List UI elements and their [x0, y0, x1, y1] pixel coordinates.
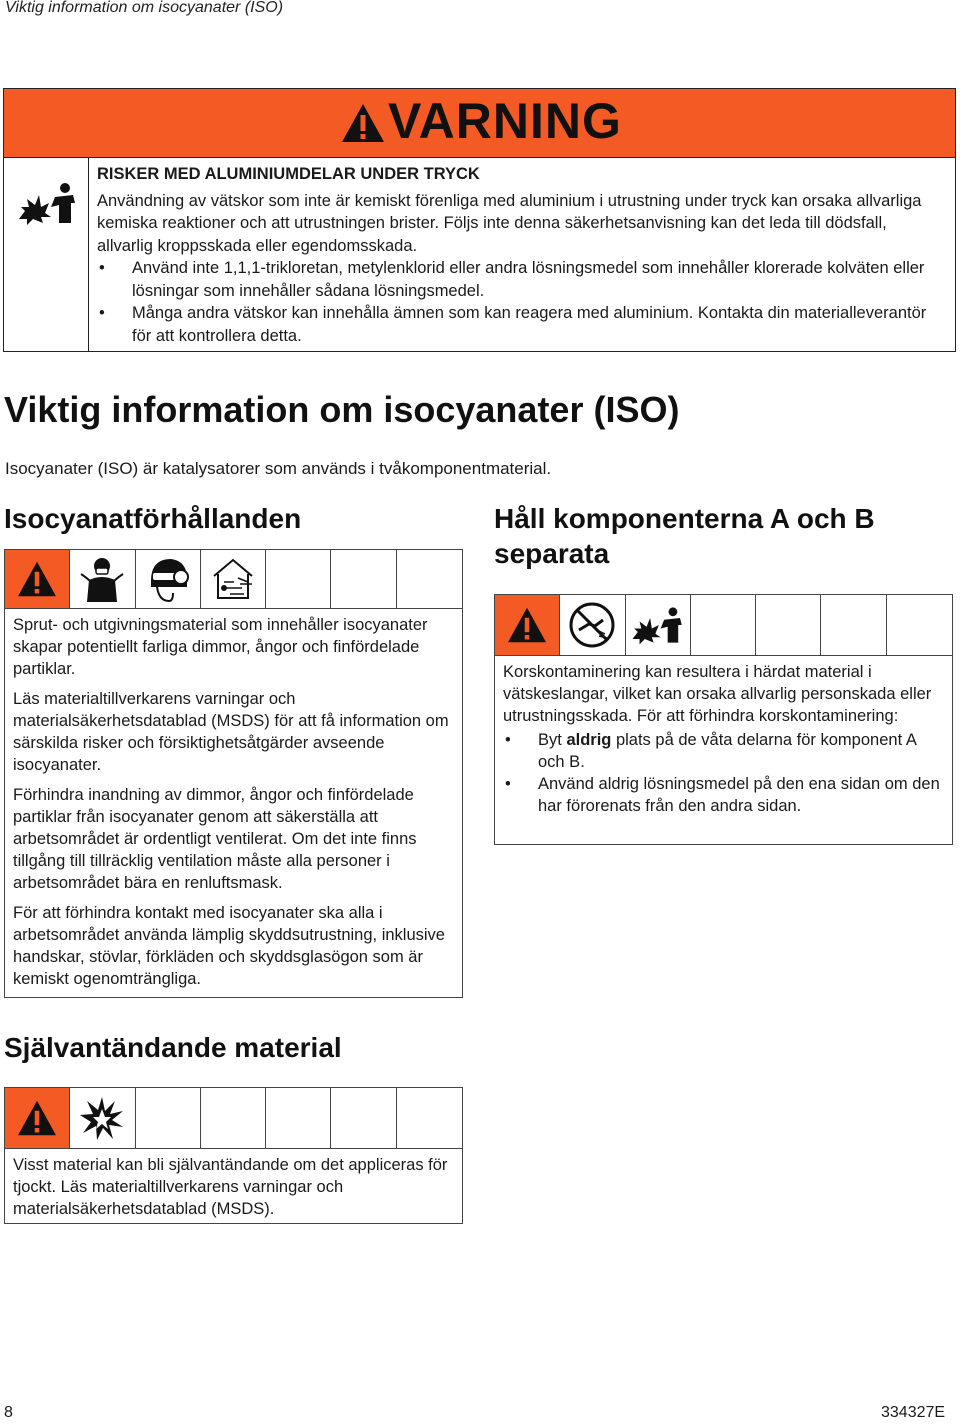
- self-ignite-icon-cell: [397, 1088, 462, 1148]
- self-ignite-icon-cell: [266, 1088, 331, 1148]
- fire-burst-icon: [77, 1093, 127, 1143]
- iso-icon-strip: [4, 549, 463, 609]
- self-ignite-icon-cell: [70, 1088, 135, 1148]
- explosion-person-icon: [629, 603, 687, 647]
- separate-icon-cell: [560, 595, 625, 655]
- iso-heading: Isocyanatförhållanden: [4, 503, 302, 534]
- iso-icon-cell: [5, 550, 70, 608]
- separate-icon-strip: [494, 594, 953, 656]
- separate-icon-cell: [821, 595, 886, 655]
- iso-icon-cell: [266, 550, 331, 608]
- warning-triangle-icon: [506, 606, 548, 644]
- warning-paragraph: Användning av vätskor som inte är kemiskt förenliga med aluminium i utrustning under tryck kan orsaka allvarliga kemiska reaktioner och att utrustningen brister. Följs inte denna säkerhetsanvisning kan det leda till dödsfall, allvarlig kroppsskada eller egendomsskada.: [97, 191, 922, 255]
- document-number: 334327E: [881, 1404, 946, 1421]
- self-ignite-icon-strip: [4, 1087, 463, 1149]
- warning-bullet: • Använd inte 1,1,1-trikloretan, metylenklorid eller andra lösningsmedel som innehåller klorerade kolväten eller lösningar som innehåller sådana lösningsmedel.: [97, 257, 947, 302]
- self-ignite-icon-cell: [331, 1088, 396, 1148]
- page-title: Viktig information om isocyanater (ISO): [4, 389, 680, 430]
- separate-bullet: • Byt aldrig plats på de våta delarna för komponent A och B.: [503, 729, 944, 773]
- separate-heading-line: separata: [494, 538, 610, 569]
- iso-icon-cell: [136, 550, 201, 608]
- separate-heading: [494, 501, 875, 571]
- self-ignite-text-box: [4, 1148, 463, 1224]
- separate-bullet: • Använd aldrig lösningsmedel på den ena sidan om den har förorenats från den andra sidan.: [503, 773, 944, 817]
- warning-triangle-icon: [340, 102, 386, 144]
- warning-heading: RISKER MED ALUMINIUMDELAR UNDER TRYCK: [97, 165, 480, 183]
- warning-content: [97, 163, 947, 347]
- separate-text-box: [494, 655, 953, 845]
- separate-heading-line: Håll komponenterna A och B: [494, 503, 875, 534]
- self-ignite-paragraph: Visst material kan bli självantändande om det appliceras för tjockt. Läs materialtillverkarens varningar och materialsäkerhetsdatablad (MSDS).: [13, 1156, 448, 1218]
- iso-paragraph: Förhindra inandning av dimmor, ångor och finfördelade partiklar från isocyanater genom att säkerställa att arbetsområdet är ordentligt ventilerat. Om det inte finns tillgång till tillräcklig ventilation måste alla personer i arbetsområdet bära en renluftsmask.: [13, 786, 417, 892]
- separate-icon-cell: [495, 595, 560, 655]
- self-ignite-icon-cell: [136, 1088, 201, 1148]
- warning-title: VARNING: [388, 93, 622, 149]
- iso-text-box: [4, 608, 463, 998]
- separate-icon-cell: [626, 595, 691, 655]
- separate-bullets: [503, 729, 944, 817]
- self-ignite-icon-cell: [201, 1088, 266, 1148]
- iso-icon-cell: [70, 550, 135, 608]
- ventilation-house-icon: [208, 554, 258, 604]
- iso-icon-cell: [397, 550, 462, 608]
- iso-paragraph: För att förhindra kontakt med isocyanater ska alla i arbetsområdet använda lämplig skyddsutrustning, inklusive handskar, stövlar, förkläden och skyddsglasögon som är kemiskt ogenomträngliga.: [13, 904, 445, 988]
- self-ignite-icon-cell: [5, 1088, 70, 1148]
- safety-helmet-icon: [143, 553, 193, 605]
- explosion-person-icon: [15, 181, 81, 225]
- self-ignite-heading: Självantändande material: [4, 1032, 342, 1063]
- intro-text: Isocyanater (ISO) är katalysatorer som används i tvåkomponentmaterial.: [5, 459, 552, 478]
- iso-icon-cell: [201, 550, 266, 608]
- page-number: 8: [4, 1404, 13, 1421]
- running-header: Viktig information om isocyanater (ISO): [5, 0, 284, 16]
- separate-icon-cell: [887, 595, 952, 655]
- separate-paragraph: Korskontaminering kan resultera i härdat material i vätskeslangar, vilket kan orsaka allvarlig personskada eller utrustningsskada. För att förhindra korskontaminering:: [503, 663, 932, 725]
- iso-paragraph: Sprut- och utgivningsmaterial som innehåller isocyanater skapar potentiellt farliga dimmor, ångor och finfördelade partiklar.: [13, 616, 428, 678]
- warning-bullets: [97, 257, 947, 347]
- warning-triangle-icon: [16, 560, 58, 598]
- separate-icon-cell: [691, 595, 756, 655]
- warning-triangle-icon: [16, 1099, 58, 1137]
- warning-bullet: • Många andra vätskor kan innehålla ämnen som kan reagera med aluminium. Kontakta din materialleverantör för att kontrollera detta.: [97, 302, 947, 347]
- separate-icon-cell: [756, 595, 821, 655]
- no-spraying-icon: [567, 600, 617, 650]
- iso-paragraph: Läs materialtillverkarens varningar och materialsäkerhetsdatablad (MSDS) för att få information om särskilda risker och försiktighetsåtgärder avseende isocyanater.: [13, 690, 449, 774]
- respirator-person-icon: [77, 554, 127, 604]
- iso-icon-cell: [331, 550, 396, 608]
- warning-icon-column: [4, 157, 89, 351]
